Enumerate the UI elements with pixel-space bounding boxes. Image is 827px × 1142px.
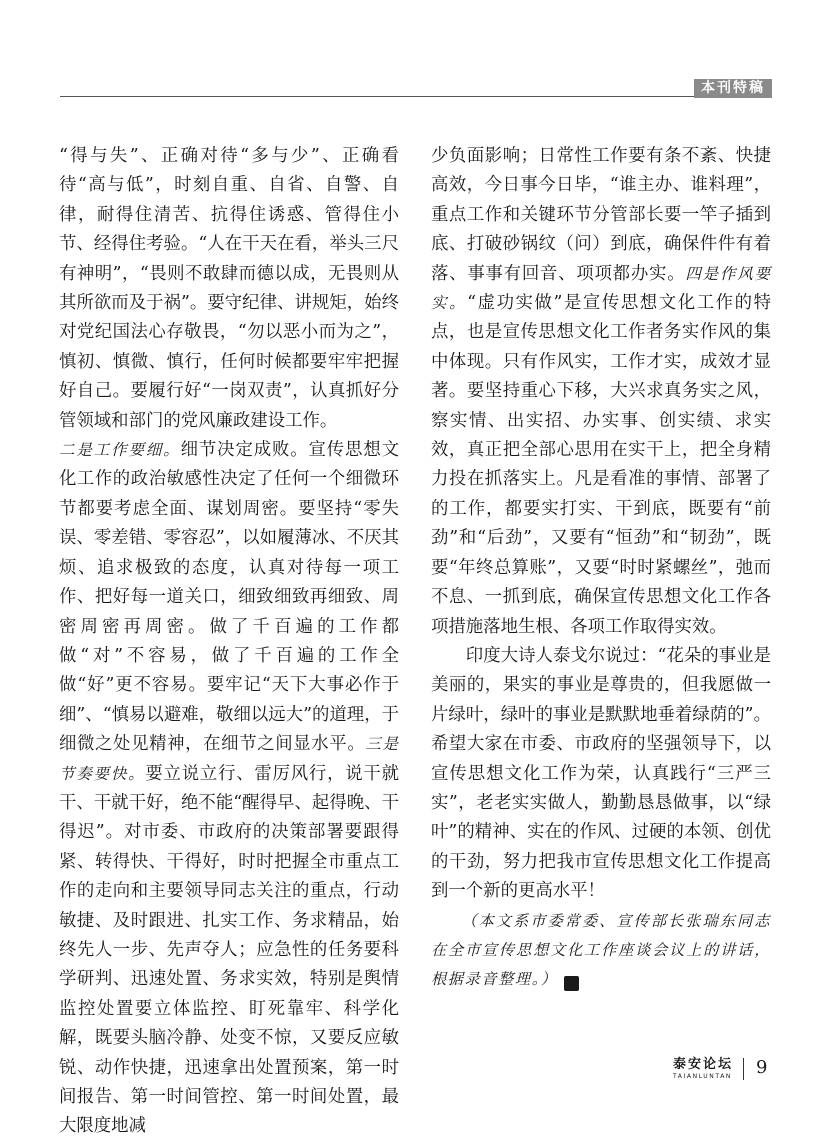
section-tag: 本刊特稿 [694, 79, 772, 98]
source-note [431, 907, 771, 994]
point-3-text: 要立说立行、雷厉风行，说干就干、干就干好，绝不能“醒得早、起得晚、干得迟”。对市委、市政府的决策部署要跟得紧、转得快、干得好，时时把握全市重点工作的走向和主要领导同志关注的重点，行动敏捷、及时跟进、扎实工作、务求精品，始终先人一步、先声夺人；应急性的任务要科学研判、迅速处置、务求实效，特别是舆情监控处置要立体监控、盯死靠牢、科学化解，既要头脑冷静、处变不惊，又要反应敏锐、动作快捷，迅速拿出处置预案，第一时间报告、第一时间管控、第一时间处置，最大限度地减 [59, 763, 399, 1137]
right-paragraph-2: 印度大诗人泰戈尔说过：“花朵的事业是美丽的，果实的事业是尊贵的，但我愿做一片绿叶，绿叶的事业是默默地垂着绿荫的”。希望大家在市委、市政府的坚强领导下，以宣传思想文化工作为荣，认真践行“三严三实”，老老实实做人，勤勤恳恳做事，以“绿叶”的精神、实在的作风、过硬的本领、创优的干劲，努力把我市宣传思想文化工作提高到一个新的更高水平！ [431, 645, 771, 902]
point-4-text: “虚功实做”是宣传思想文化工作的特点，也是宣传思想文化工作者务实作风的集中体现。只有作风实，工作才实，成效才显著。要坚持重心下移，大兴求真务实之风，察实情、出实招、办实事、创实绩、求实效，真正把全部心思用在实干上，把全身精力投在抓落实上。凡是看准的事情、部署了的工作，都要实打实、干到底，既要有“前劲”和“后劲”，又要有“恒劲”和“韧劲”，既要“年终总算账”，又要“时时紧螺丝”，弛而不息、一抓到底，确保宣传思想文化工作各项措施落地生根、各项工作取得实效。 [431, 293, 771, 637]
right-paragraph-1-text: 少负面影响；日常性工作要有条不紊、快捷高效，今日事今日毕，“谁主办、谁料理”，重点工作和关键环节分管部长要一竿子插到底、打破砂锅纹（问）到底，确保件件有着落、事事有回音、项项都办实。 [431, 146, 771, 284]
point-2-text: 细节决定成败。宣传思想文化工作的政治敏感性决定了任何一个细微环节都要考虑全面、谋划周密。要坚持“零失误、零差错、零容忍”，以如履薄冰、不厌其烦、追求极致的态度，认真对待每一项工作、把好每一道关口，细致细致再细致、周密周密再周密。做了千百遍的工作都做“对”不容易，做了千百遍的工作全做“好”更不容易。要牢记“天下大事必作于细”、“慎易以避难，敬细以远大”的道理，于细微之处见精神，在细节之间显水平。 [59, 440, 399, 755]
left-paragraph-2 [59, 436, 399, 1142]
page-number: 9 [756, 1057, 768, 1078]
right-paragraph-1 [431, 142, 771, 642]
header-rule [60, 96, 772, 97]
point-3-heading: 三是节奏要快。 [59, 735, 399, 783]
point-4-heading: 四是作风要实。 [431, 264, 771, 313]
brand-name-pinyin: TAIANLUNTAN [673, 1073, 732, 1080]
left-column [59, 142, 399, 1142]
left-paragraph-1: “得与失”、正确对待“多与少”、正确看待“高与低”，时刻自重、自省、自警、自律，耐得住清苦、抗得住诱惑、管得住小节、经得住考验。“人在干天在看，举头三尺有神明”，“畏则不敢肆而德以成，无畏则从其所欲而及于祸”。要守纪律、讲规矩，始终对党纪国法心存敬畏，“勿以恶小而为之”，慎初、慎微、慎行，任何时候都要牢牢把握好自己。要履行好“一岗双责”，认真抓好分管领域和部门的党风廉政建设工作。 [59, 146, 399, 431]
right-column [431, 142, 771, 994]
end-mark-icon: 稿 [564, 976, 579, 991]
footer-divider [743, 1058, 744, 1080]
source-note-text: （本文系市委常委、宣传部长张瑞东同志在全市宣传思想文化工作座谈会议上的讲话，根据录音整理。） [431, 911, 771, 988]
brand-name: 泰安论坛 [673, 1057, 734, 1072]
point-2-heading: 二是工作要细。 [59, 441, 181, 460]
footer-brand [673, 1057, 743, 1081]
